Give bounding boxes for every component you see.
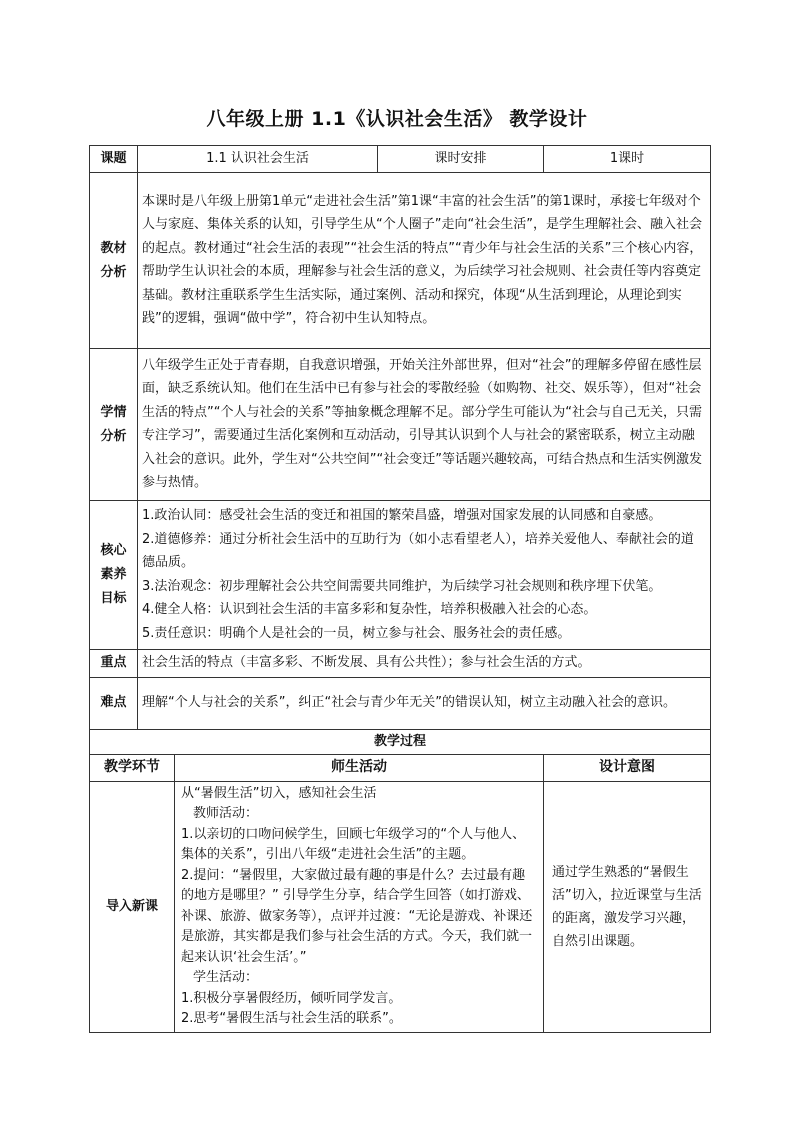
page-title: 八年级上册 1.1《认识社会生活》 教学设计: [206, 108, 588, 130]
student-analysis-label: 学情 分析: [90, 349, 138, 501]
schedule-value: 1课时: [544, 146, 711, 173]
process-header: 教学过程: [90, 729, 711, 754]
col-stage-header: 教学环节: [90, 754, 175, 781]
textbook-analysis-label: 教材 分析: [90, 173, 138, 349]
core-literacy-item: 5.责任意识：明确个人是社会的一员，树立参与社会、服务社会的责任感。: [142, 625, 571, 641]
intro-stage: 导入新课: [90, 781, 175, 1032]
textbook-analysis-row: [90, 173, 711, 349]
col-intent-header: 设计意图: [544, 754, 711, 781]
intro-row: [90, 781, 711, 1032]
core-literacy-list: [138, 501, 711, 650]
lesson-plan-table: [89, 145, 711, 1033]
topic-row: [90, 146, 711, 173]
core-literacy-item: 1.政治认同：感受社会生活的变迁和祖国的繁荣昌盛，增强对国家发展的认同感和自豪感。: [142, 508, 662, 523]
difficulty-label: 难点: [90, 677, 138, 729]
process-columns-row: [90, 754, 711, 781]
intro-activity: [175, 781, 544, 1032]
topic-value: 1.1 认识社会生活: [138, 146, 378, 173]
key-point-text: 社会生活的特点（丰富多彩、不断发展、具有公共性）；参与社会生活的方式。: [138, 650, 711, 678]
key-point-label: 重点: [90, 650, 138, 678]
core-literacy-label: 核心 素养 目标: [90, 501, 138, 650]
student-analysis-text: 八年级学生正处于青春期，自我意识增强，开始关注外部世界，但对“社会”的理解多停留在感性层面，缺乏系统认知。他们在生活中已有参与社会的零散经验（如购物、社交、娱乐等），但对“社会生活的特点”“个人与社会的关系”等抽象概念理解不足。部分学生可能认为“社会与自己无关，只需专注学习”，需要通过生活化案例和互动活动，引导其认识到个人与社会的紧密联系，树立主动融入社会的意识。此外，学生对“公共空间”“社会变迁”等话题兴趣较高，可结合热点和生活实例激发参与热情。: [138, 349, 711, 501]
key-point-row: [90, 650, 711, 678]
process-header-row: [90, 729, 711, 754]
core-literacy-item: 4.健全人格：认识到社会生活的丰富多彩和复杂性，培养积极融入社会的心态。: [142, 602, 597, 617]
intro-intent: 通过学生熟悉的“暑假生活”切入，拉近课堂与生活的距离，激发学习兴趣，自然引出课题。: [544, 781, 711, 1032]
core-literacy-item: 2.道德修养：通过分析社会生活中的互助行为（如小志看望老人），培养关爱他人、奉献社会的道德品质。: [142, 531, 694, 570]
activity-line: 2.思考“暑假生活与社会生活的联系”。: [181, 1011, 402, 1026]
activity-line: 1.积极分享暑假经历，倾听同学发言。: [181, 990, 402, 1006]
textbook-analysis-text: 本课时是八年级上册第1单元“走进社会生活”第1课“丰富的社会生活”的第1课时，承接七年级对个人与家庭、集体关系的认知，引导学生从“个人圈子”走向“社会生活”，是学生理解社会、融入社会的起点。教材通过“社会生活的表现”“社会生活的特点”“青少年与社会生活的关系”三个核心内容，帮助学生认识社会的本质，理解参与社会生活的意义，为后续学习社会规则、社会责任等内容奠定基础。教材注重联系学生生活实际，通过案例、活动和探究，体现“从生活到理论，从理论到实践”的逻辑，强调“做中学”，符合初中生认知特点。: [138, 173, 711, 349]
student-analysis-row: [90, 349, 711, 501]
core-literacy-row: [90, 501, 711, 650]
difficulty-text: 理解“个人与社会的关系”，纠正“社会与青少年无关”的错误认知，树立主动融入社会的意识。: [138, 677, 711, 729]
activity-line: 从“暑假生活”切入，感知社会生活: [181, 785, 377, 801]
activity-line: 1.以亲切的口吻问候学生，回顾七年级学习的“个人与他人、集体的关系”，引出八年级“走进社会生活”的主题。: [181, 826, 526, 862]
difficulty-row: [90, 677, 711, 729]
activity-line: 学生活动：: [193, 970, 259, 985]
activity-line: 教师活动：: [193, 806, 259, 821]
topic-label: 课题: [90, 146, 138, 173]
schedule-label: 课时安排: [378, 146, 544, 173]
activity-line: 2.提问：“暑假里，大家做过最有趣的事是什么？去过最有趣的地方是哪里？” 引导学生分享，结合学生回答（如打游戏、补课、旅游、做家务等），点评并过渡：“无论是游戏、补课还是旅游，其实都是我们参与社会生活的方式。今天，我们就一起来认识‘社会生活’。”: [181, 867, 533, 965]
core-literacy-item: 3.法治观念：初步理解社会公共空间需要共同维护，为后续学习社会规则和秩序埋下伏笔。: [142, 578, 662, 594]
col-activity-header: 师生活动: [175, 754, 544, 781]
